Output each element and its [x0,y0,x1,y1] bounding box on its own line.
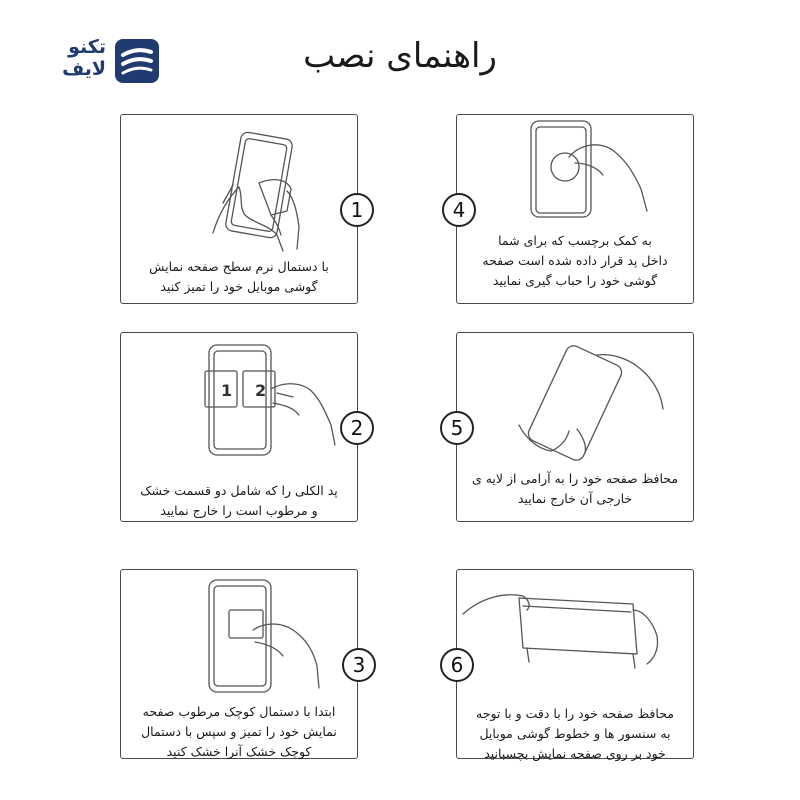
pad-label-1: 1 [221,381,233,400]
caption-line: پد الکلی را که شامل دو قسمت خشک [140,483,338,498]
caption-line: خارجی آن خارج نمایید [517,491,633,506]
step-card-1 [120,114,358,304]
caption-line: محافظ صفحه خود را با دقت و با توجه [476,706,674,721]
caption-line: با دستمال نرم سطح صفحه نمایش [149,259,329,274]
step-number-4: 4 [442,193,476,227]
step-caption-3 [129,702,349,762]
caption-line: محافظ صفحه خود را به آرامی از لایه ی [471,471,679,486]
page-title: راهنمای نصب [303,36,497,76]
caption-line: داخل پد قرار داده شده است صفحه [482,253,668,268]
step-caption-1 [129,257,349,297]
step-card-6 [456,569,694,759]
step-number-1: 1 [340,193,374,227]
caption-line: ابتدا با دستمال کوچک مرطوب صفحه [142,704,336,719]
caption-line: نمایش خود را تمیز و سپس با دستمال [141,724,337,739]
step-number-6: 6 [440,648,474,682]
brand-name-line2: لایف [62,58,106,80]
brand-name-line1: تکنو [68,36,106,58]
step-number-5: 5 [440,411,474,445]
step-caption-6 [465,704,685,764]
caption-line: گوشی خود را حباب گیری نمایید [492,273,658,288]
step-caption-5 [465,469,685,509]
step-card-5 [456,332,694,522]
caption-line: به سنسور ها و خطوط گوشی موبایل [479,726,671,741]
brand-mark-icon [114,38,160,84]
brand-logo [38,36,164,90]
brand-name [38,36,106,80]
step-number-3: 3 [342,648,376,682]
step-card-2 [120,332,358,522]
step-card-4 [456,114,694,304]
caption-line: و مرطوب است را خارج نمایید [160,503,318,518]
pad-label-2: 2 [255,381,267,400]
caption-line: به کمک برچسب که برای شما [498,233,652,248]
step-card-3 [120,569,358,759]
step-caption-2 [129,481,349,521]
caption-line: خود بر روی صفحه نمایش بچسبانید [484,746,666,761]
step-number-2: 2 [340,411,374,445]
caption-line: گوشی موبایل خود را تمیز کنید [160,279,318,294]
caption-line: کوچک خشک آنرا خشک کنید [166,744,312,759]
step-caption-4 [465,231,685,291]
